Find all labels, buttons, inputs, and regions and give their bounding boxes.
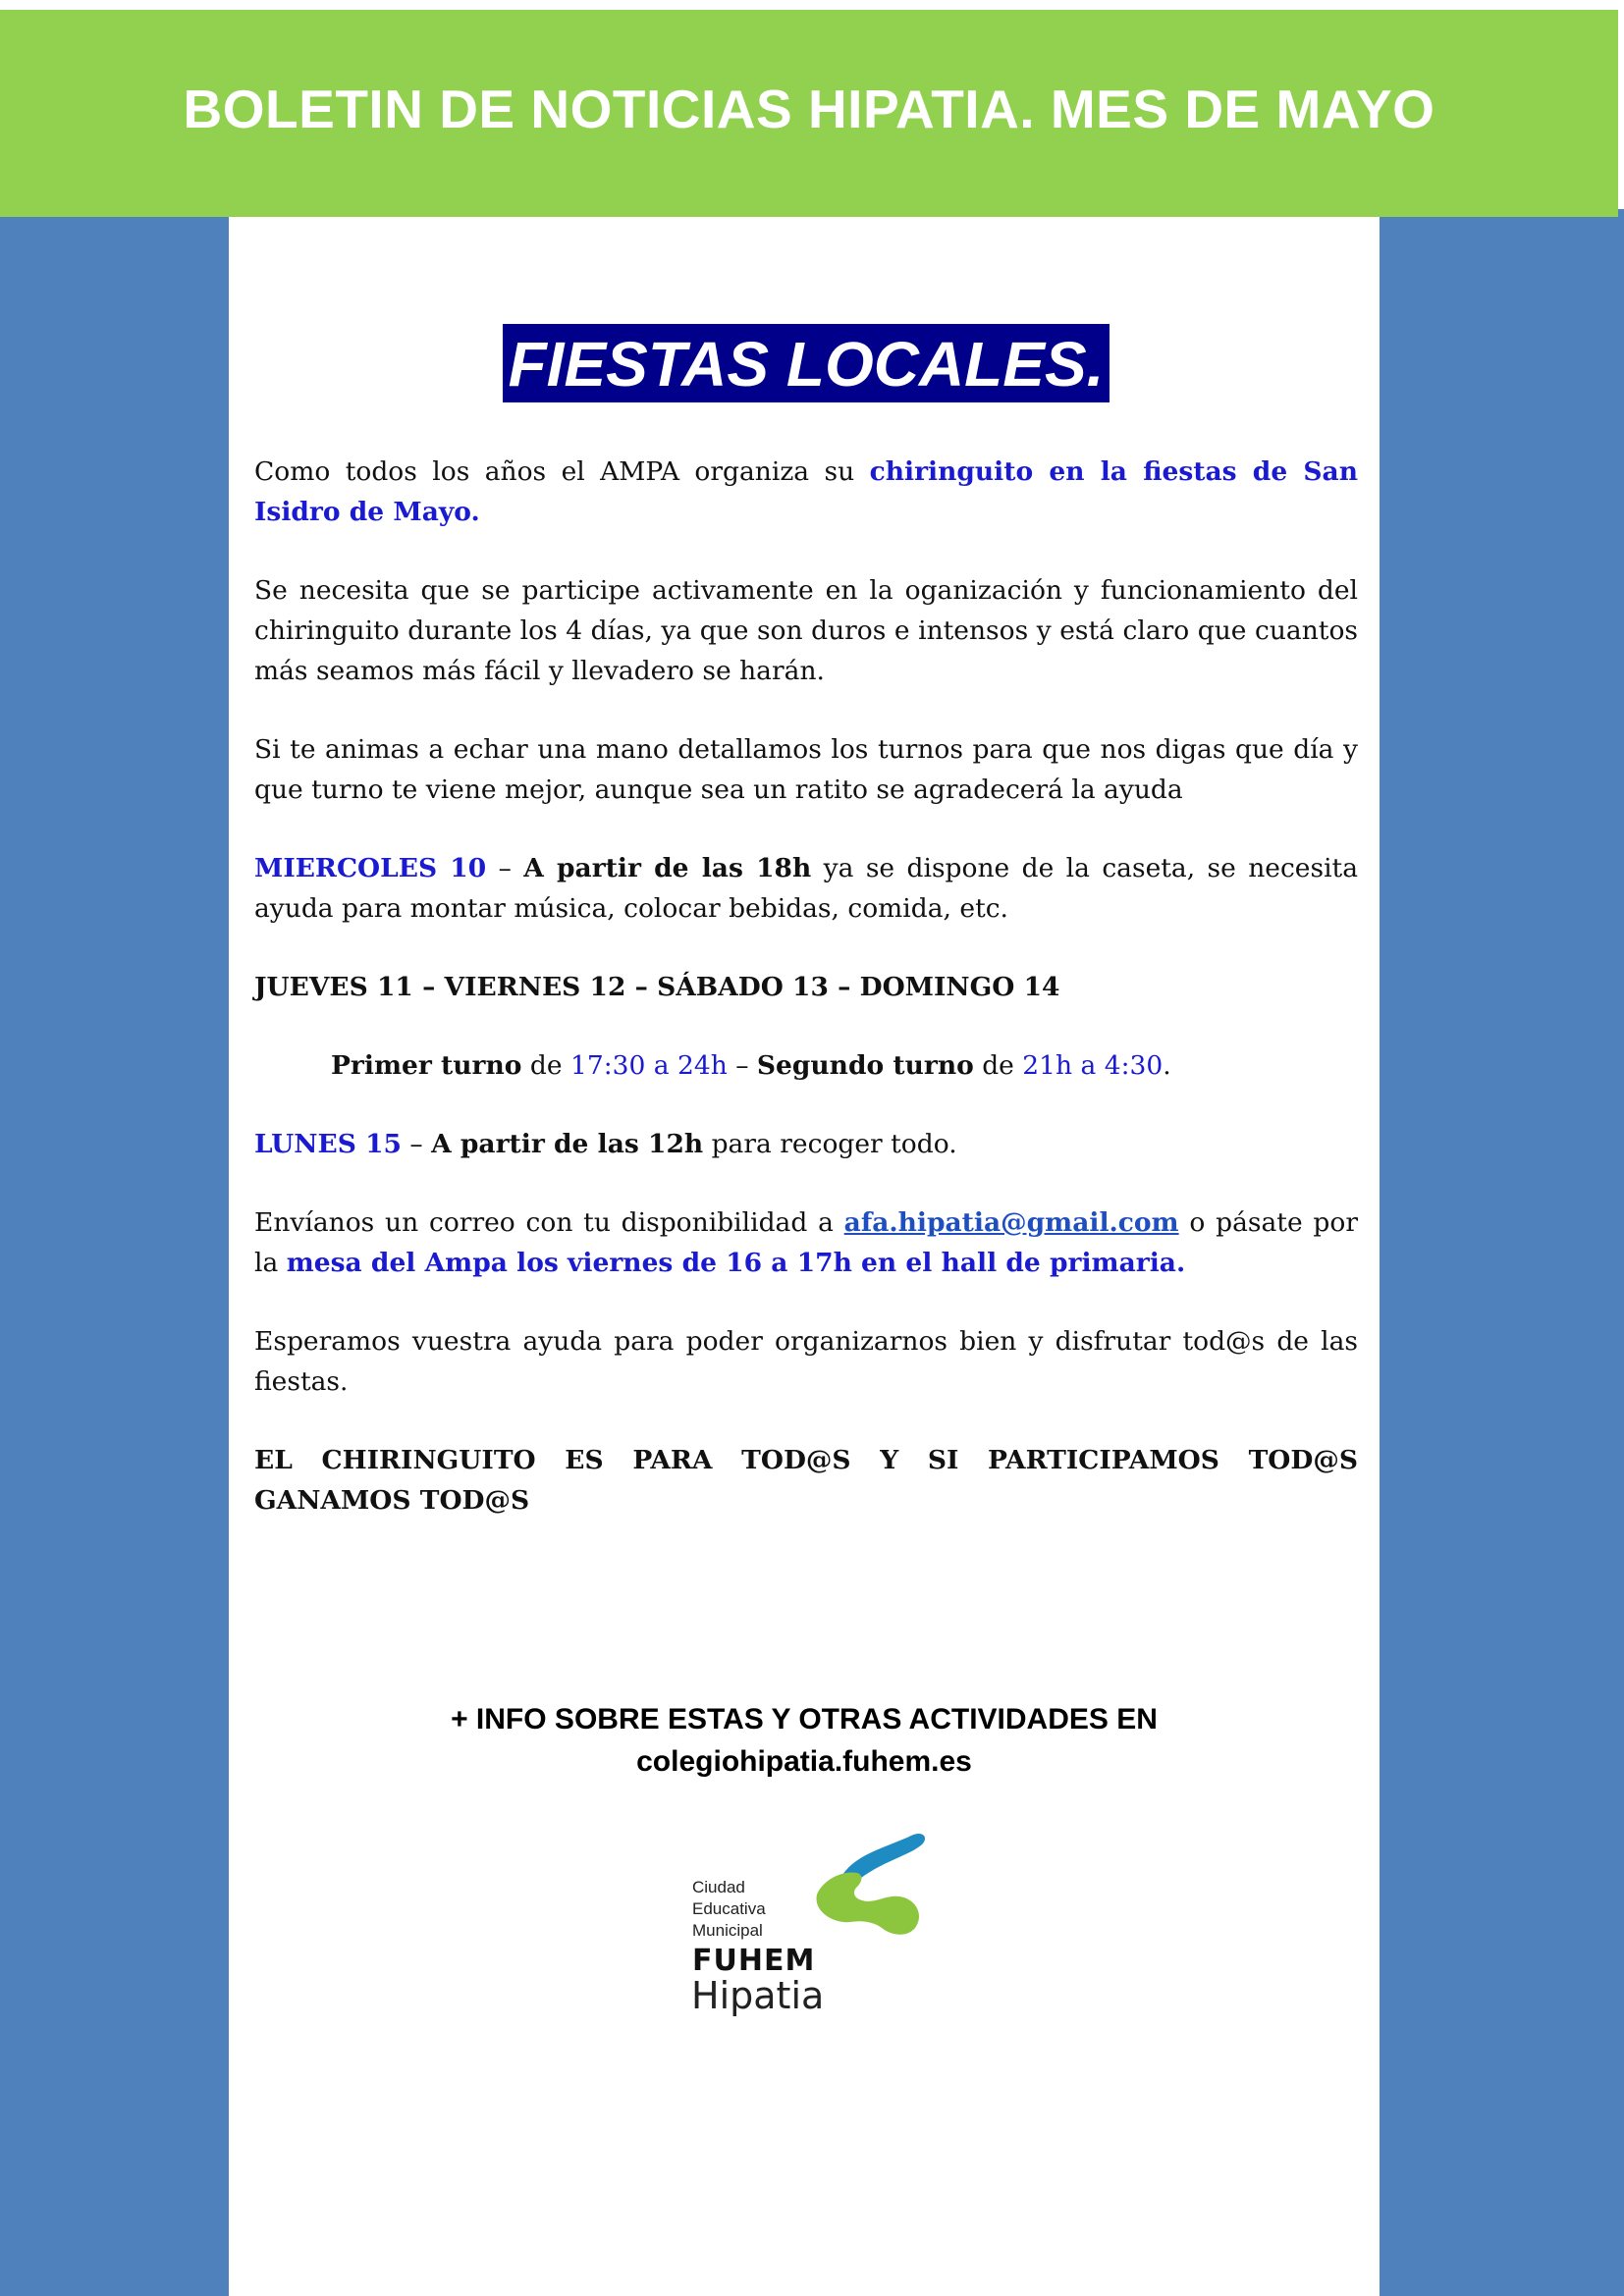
shift2-label: Segundo turno [756, 1050, 974, 1082]
monday-time: A partir de las 12h [431, 1129, 704, 1160]
paragraph-closing: Esperamos vuestra ayuda para poder organizarnos bien y disfrutar tod@s de las fiestas. [254, 1326, 1358, 1398]
monday-day: LUNES 15 [254, 1129, 402, 1160]
paragraph-contact [254, 1202, 1358, 1283]
wednesday-day: MIERCOLES 10 [254, 853, 487, 884]
paragraph-intro [254, 452, 1358, 532]
monday-desc: para recoger todo. [703, 1129, 957, 1160]
newsletter-content [254, 324, 1358, 1559]
wednesday-dash: – [486, 853, 524, 884]
shift2-time: 21h a 4:30 [1022, 1050, 1164, 1082]
paragraph-slogan: EL CHIRINGUITO ES PARA TOD@S Y SI PARTICIPAMOS TOD@S GANAMOS TOD@S [254, 1445, 1358, 1517]
paragraph-shift-times [254, 1045, 1358, 1086]
logo-line2: Educativa [692, 1899, 766, 1918]
shift-end: . [1163, 1050, 1171, 1082]
newsletter-header [0, 10, 1618, 217]
email-link[interactable]: afa.hipatia@gmail.com [843, 1207, 1179, 1239]
logo-brand: FUHEM [692, 1944, 816, 1978]
logo-caption [692, 1877, 766, 1942]
section-title-wrap [254, 324, 1358, 402]
more-info [229, 1698, 1380, 1783]
section-title: FIESTAS LOCALES. [503, 324, 1110, 402]
contact-text: Envíanos un correo con tu disponibilidad a [254, 1207, 844, 1239]
paragraph-weekend-days: JUEVES 11 – VIERNES 12 – SÁBADO 13 – DOMINGO 14 [254, 972, 1060, 1003]
contact-place: mesa del Ampa los viernes de 16 a 17h en el hall de primaria. [286, 1248, 1186, 1279]
shift1-de: de [521, 1050, 570, 1082]
shift2-de: de [973, 1050, 1023, 1082]
paragraph-participation: Se necesita que se participe activamente en la oganización y funcionamiento del chiringuito durante los 4 días, ya que son duros e intensos y está claro que cuantos más seamos más fácil y llevadero se harán. [254, 575, 1358, 687]
wednesday-time: A partir de las 18h [523, 853, 812, 884]
intro-highlight: chiringuito en la fiestas de San Isidro de Mayo. [254, 456, 1358, 528]
website-link[interactable]: colegiohipatia.fuhem.es [636, 1745, 972, 1778]
shift-dash: – [727, 1050, 757, 1082]
logo-name: Hipatia [691, 1974, 825, 2017]
fuhem-hipatia-logo [687, 1826, 943, 2022]
monday-dash: – [401, 1129, 432, 1160]
newsletter-title: BOLETIN DE NOTICIAS HIPATIA. MES DE MAYO [183, 78, 1435, 139]
shift1-label: Primer turno [331, 1050, 522, 1082]
paragraph-shifts-intro: Si te animas a echar una mano detallamos los turnos para que nos digas que día y que turno te viene mejor, aunque sea un ratito se agradecerá la ayuda [254, 734, 1358, 806]
wednesday-desc: ya se dispone de la caseta, se necesita ayuda para montar música, colocar bebidas, comida, etc. [254, 853, 1358, 925]
right-blue-margin [1380, 209, 1624, 2296]
more-info-line1: + INFO SOBRE ESTAS Y OTRAS ACTIVIDADES EN [451, 1703, 1158, 1735]
paragraph-wednesday [254, 848, 1358, 929]
fuhem-hipatia-logo-icon [813, 1826, 941, 1939]
paragraph-monday [254, 1124, 1358, 1164]
shift1-time: 17:30 a 24h [569, 1050, 728, 1082]
left-blue-margin [0, 209, 229, 2296]
contact-text-2: o pásate por la [254, 1207, 1358, 1279]
logo-line1: Ciudad [692, 1878, 745, 1896]
intro-text: Como todos los años el AMPA organiza su [254, 456, 870, 488]
logo-line3: Municipal [692, 1921, 763, 1940]
